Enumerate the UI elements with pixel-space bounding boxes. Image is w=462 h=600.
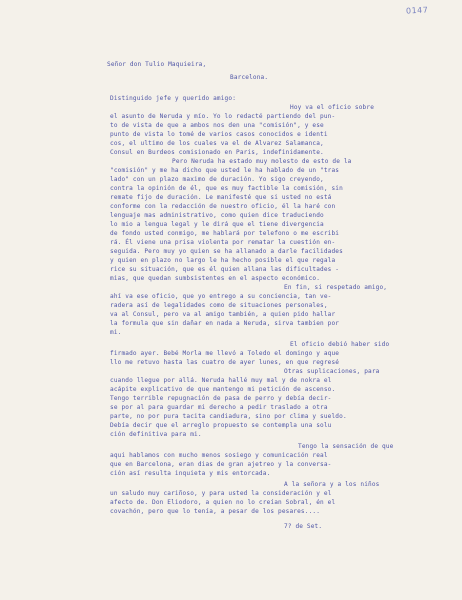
archive-number: 0147 (405, 5, 429, 16)
text-line: mias, que quedan sumbsistentes en el aspecto económico. (110, 275, 321, 282)
text-line: El oficio debió haber sido (290, 341, 390, 348)
text-line: ción así resulta inquieta y mis entorcada. (110, 470, 271, 477)
text-line: remate fijo de duración. Le manifesté que si usted no está (110, 194, 332, 201)
text-line: conforme con la redacción de nuestro oficio, él la haré con (110, 203, 336, 210)
text-line: de fondo usted conmigo, me hablará por telefono o me escribi (110, 230, 340, 237)
text-line: radera así de legalidades como de situaciones personales, (110, 302, 328, 309)
text-line: y quien en plazo no largo le ha hecho posible el que regala (110, 257, 336, 264)
text-line: Tengo terrible repugnación de pasa de perro y debía decir- (110, 395, 332, 402)
text-line: un saludo muy cariñoso, y para usted la consideración y el (110, 490, 332, 497)
closing-date: 7? de Set. (284, 523, 323, 530)
text-line: A la señora y a los niños (284, 481, 380, 488)
text-line: afecto de. Don Eliodoro, a quien no lo creían Sobral, én el (110, 499, 336, 506)
text-line: Pero Neruda ha estado muy molesto de esto de la (172, 158, 352, 165)
text-line: aqui hablamos con mucho menos sosiego y comunicación real (110, 452, 328, 459)
text-line: Debía decir que el arreglo propuesto se contempla una solu (110, 422, 332, 429)
text-line: firmado ayer. Bebé Morla me llevó a Toledo el domingo y aque (110, 350, 340, 357)
text-line: punto de vista lo tomé de varios casos conocidos e identi (110, 131, 328, 138)
text-line: seguida. Pero muy yo quien se ha allanado a darle facilidades (110, 248, 343, 255)
text-line: to de vista de que a ambos nos den una "comisión", y ese (110, 122, 324, 129)
text-line: Hoy va el oficio sobre (290, 104, 375, 111)
text-line: Tengo la sensación de que (298, 443, 394, 450)
text-line: "comisión" y me ha dicho que usted le ha hablado de un "tras (110, 167, 340, 174)
text-line: lado" con un plazo maximo de duración. Yo sigo creyendo, (110, 176, 324, 183)
salutation: Distinguido jefe y querido amigo: (110, 95, 237, 102)
text-line: el asunto de Neruda y mío. Yo lo redacté partiendo del pun- (110, 113, 336, 120)
text-line: lenguaje mas administrativo, como quien dice traduciendo (110, 212, 324, 219)
text-line: lo mio a lengua legal y le dirá que el tiene divergencia (110, 221, 324, 228)
text-line: mi. (110, 329, 122, 336)
text-line: ahí va ese oficio, que yo entrego a su conciencia, tan ve- (110, 293, 332, 300)
text-line: contra la opinión de él, que es muy factible la comisión, sin (110, 185, 343, 192)
text-line: En fin, si respetado amigo, (284, 284, 388, 291)
text-line: Otras suplicaciones, para (284, 368, 380, 375)
address-line2: Barcelona. (230, 74, 269, 81)
text-line: acápite explicativo de que mantengo mi petición de ascenso. (110, 386, 336, 393)
text-line: parte, no por pura tacita candiadura, sino por clima y sueldo. (110, 413, 347, 420)
text-line: cos, el ultimo de los cuales va el de Alvarez Salamanca, (110, 140, 324, 147)
text-line: la formula que sin dañar en nada a Neruda, sirva tambien por (110, 320, 340, 327)
text-line: llo me retuvo hasta las cuatro de ayer lunes, en que regresé (110, 359, 340, 366)
text-line: rá. Él viene una prisa violenta por rematar la cuestión en- (110, 239, 336, 246)
address-line1: Señor don Tulio Maquieira, (107, 61, 207, 68)
text-line: covachón, pero que lo tenía, a pesar de los pesares.... (110, 508, 321, 515)
text-line: rice su situación, que es él quien allana las dificultades - (110, 266, 340, 273)
text-line: que en Barcelona, eran dias de gran ajetreo y la conversa- (110, 461, 332, 468)
text-line: va al Consul, pero va al amigo también, a quien pido hallar (110, 311, 336, 318)
text-line: Consul en Burdeos comisionado en Paris, indefinidamente. (110, 149, 324, 156)
text-line: ción definitiva para mi. (110, 431, 202, 438)
text-line: se por al para guardar mi derecho a pedir traslado a otra (110, 404, 328, 411)
text-line: cuando llegue por allá. Neruda hallé muy mal y de nokra el (110, 377, 332, 384)
